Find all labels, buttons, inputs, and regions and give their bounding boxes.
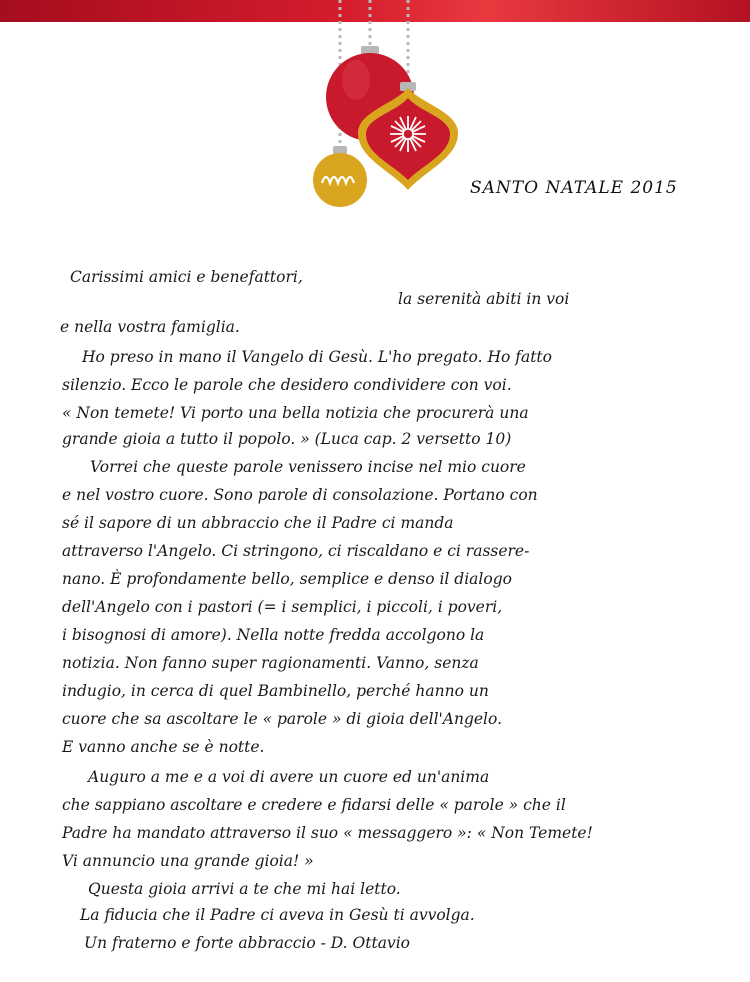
christmas-ornaments-icon bbox=[300, 0, 470, 225]
letter-line: grande gioia a tutto il popolo. » (Luca cap. 2 versetto 10) bbox=[62, 430, 512, 448]
letter-line: notizia. Non fanno super ragionamenti. Vanno, senza bbox=[62, 654, 479, 672]
letter-signature: Un fraterno e forte abbraccio - D. Ottavio bbox=[84, 934, 410, 952]
letter-line: La fiducia che il Padre ci aveva in Gesù ti avvolga. bbox=[80, 906, 475, 924]
letter-line: e nella vostra famiglia. bbox=[60, 318, 240, 336]
letter-line: cuore che sa ascoltare le « parole » di gioia dell'Angelo. bbox=[62, 710, 503, 728]
letter-line: nano. È profondamente bello, semplice e denso il dialogo bbox=[62, 570, 512, 588]
letter-date: SANTO NATALE 2015 bbox=[470, 178, 678, 198]
letter-line: e nel vostro cuore. Sono parole di consolazione. Portano con bbox=[62, 486, 538, 504]
letter-line: Auguro a me e a voi di avere un cuore ed un'anima bbox=[88, 768, 490, 786]
letter-line: indugio, in cerca di quel Bambinello, perché hanno un bbox=[62, 682, 489, 700]
letter-line: che sappiano ascoltare e credere e fidarsi delle « parole » che il bbox=[62, 796, 566, 814]
letter-line: Vi annuncio una grande gioia! » bbox=[62, 852, 314, 870]
letter-line: i bisognosi di amore). Nella notte fredda accolgono la bbox=[62, 626, 485, 644]
letter-line: la serenità abiti in voi bbox=[398, 290, 570, 308]
letter-line: Vorrei che queste parole venissero incise nel mio cuore bbox=[90, 458, 526, 476]
letter-line: sé il sapore di un abbraccio che il Padre ci manda bbox=[62, 514, 454, 532]
letter-line: attraverso l'Angelo. Ci stringono, ci riscaldano e ci rassere- bbox=[62, 542, 530, 560]
letter-line: silenzio. Ecco le parole che desidero condividere con voi. bbox=[62, 376, 512, 394]
letter-line: dell'Angelo con i pastori (= i semplici, i piccoli, i poveri, bbox=[62, 598, 503, 616]
letter-greeting: Carissimi amici e benefattori, bbox=[70, 268, 303, 286]
letter-line: Ho preso in mano il Vangelo di Gesù. L'ho pregato. Ho fatto bbox=[82, 348, 552, 366]
letter-line: E vanno anche se è notte. bbox=[62, 738, 265, 756]
letter-line: « Non temete! Vi porto una bella notizia che procurerà una bbox=[62, 404, 529, 422]
letter-line: Padre ha mandato attraverso il suo « messaggero »: « Non Temete! bbox=[62, 824, 593, 842]
letter-line: Questa gioia arrivi a te che mi hai letto. bbox=[88, 880, 401, 898]
